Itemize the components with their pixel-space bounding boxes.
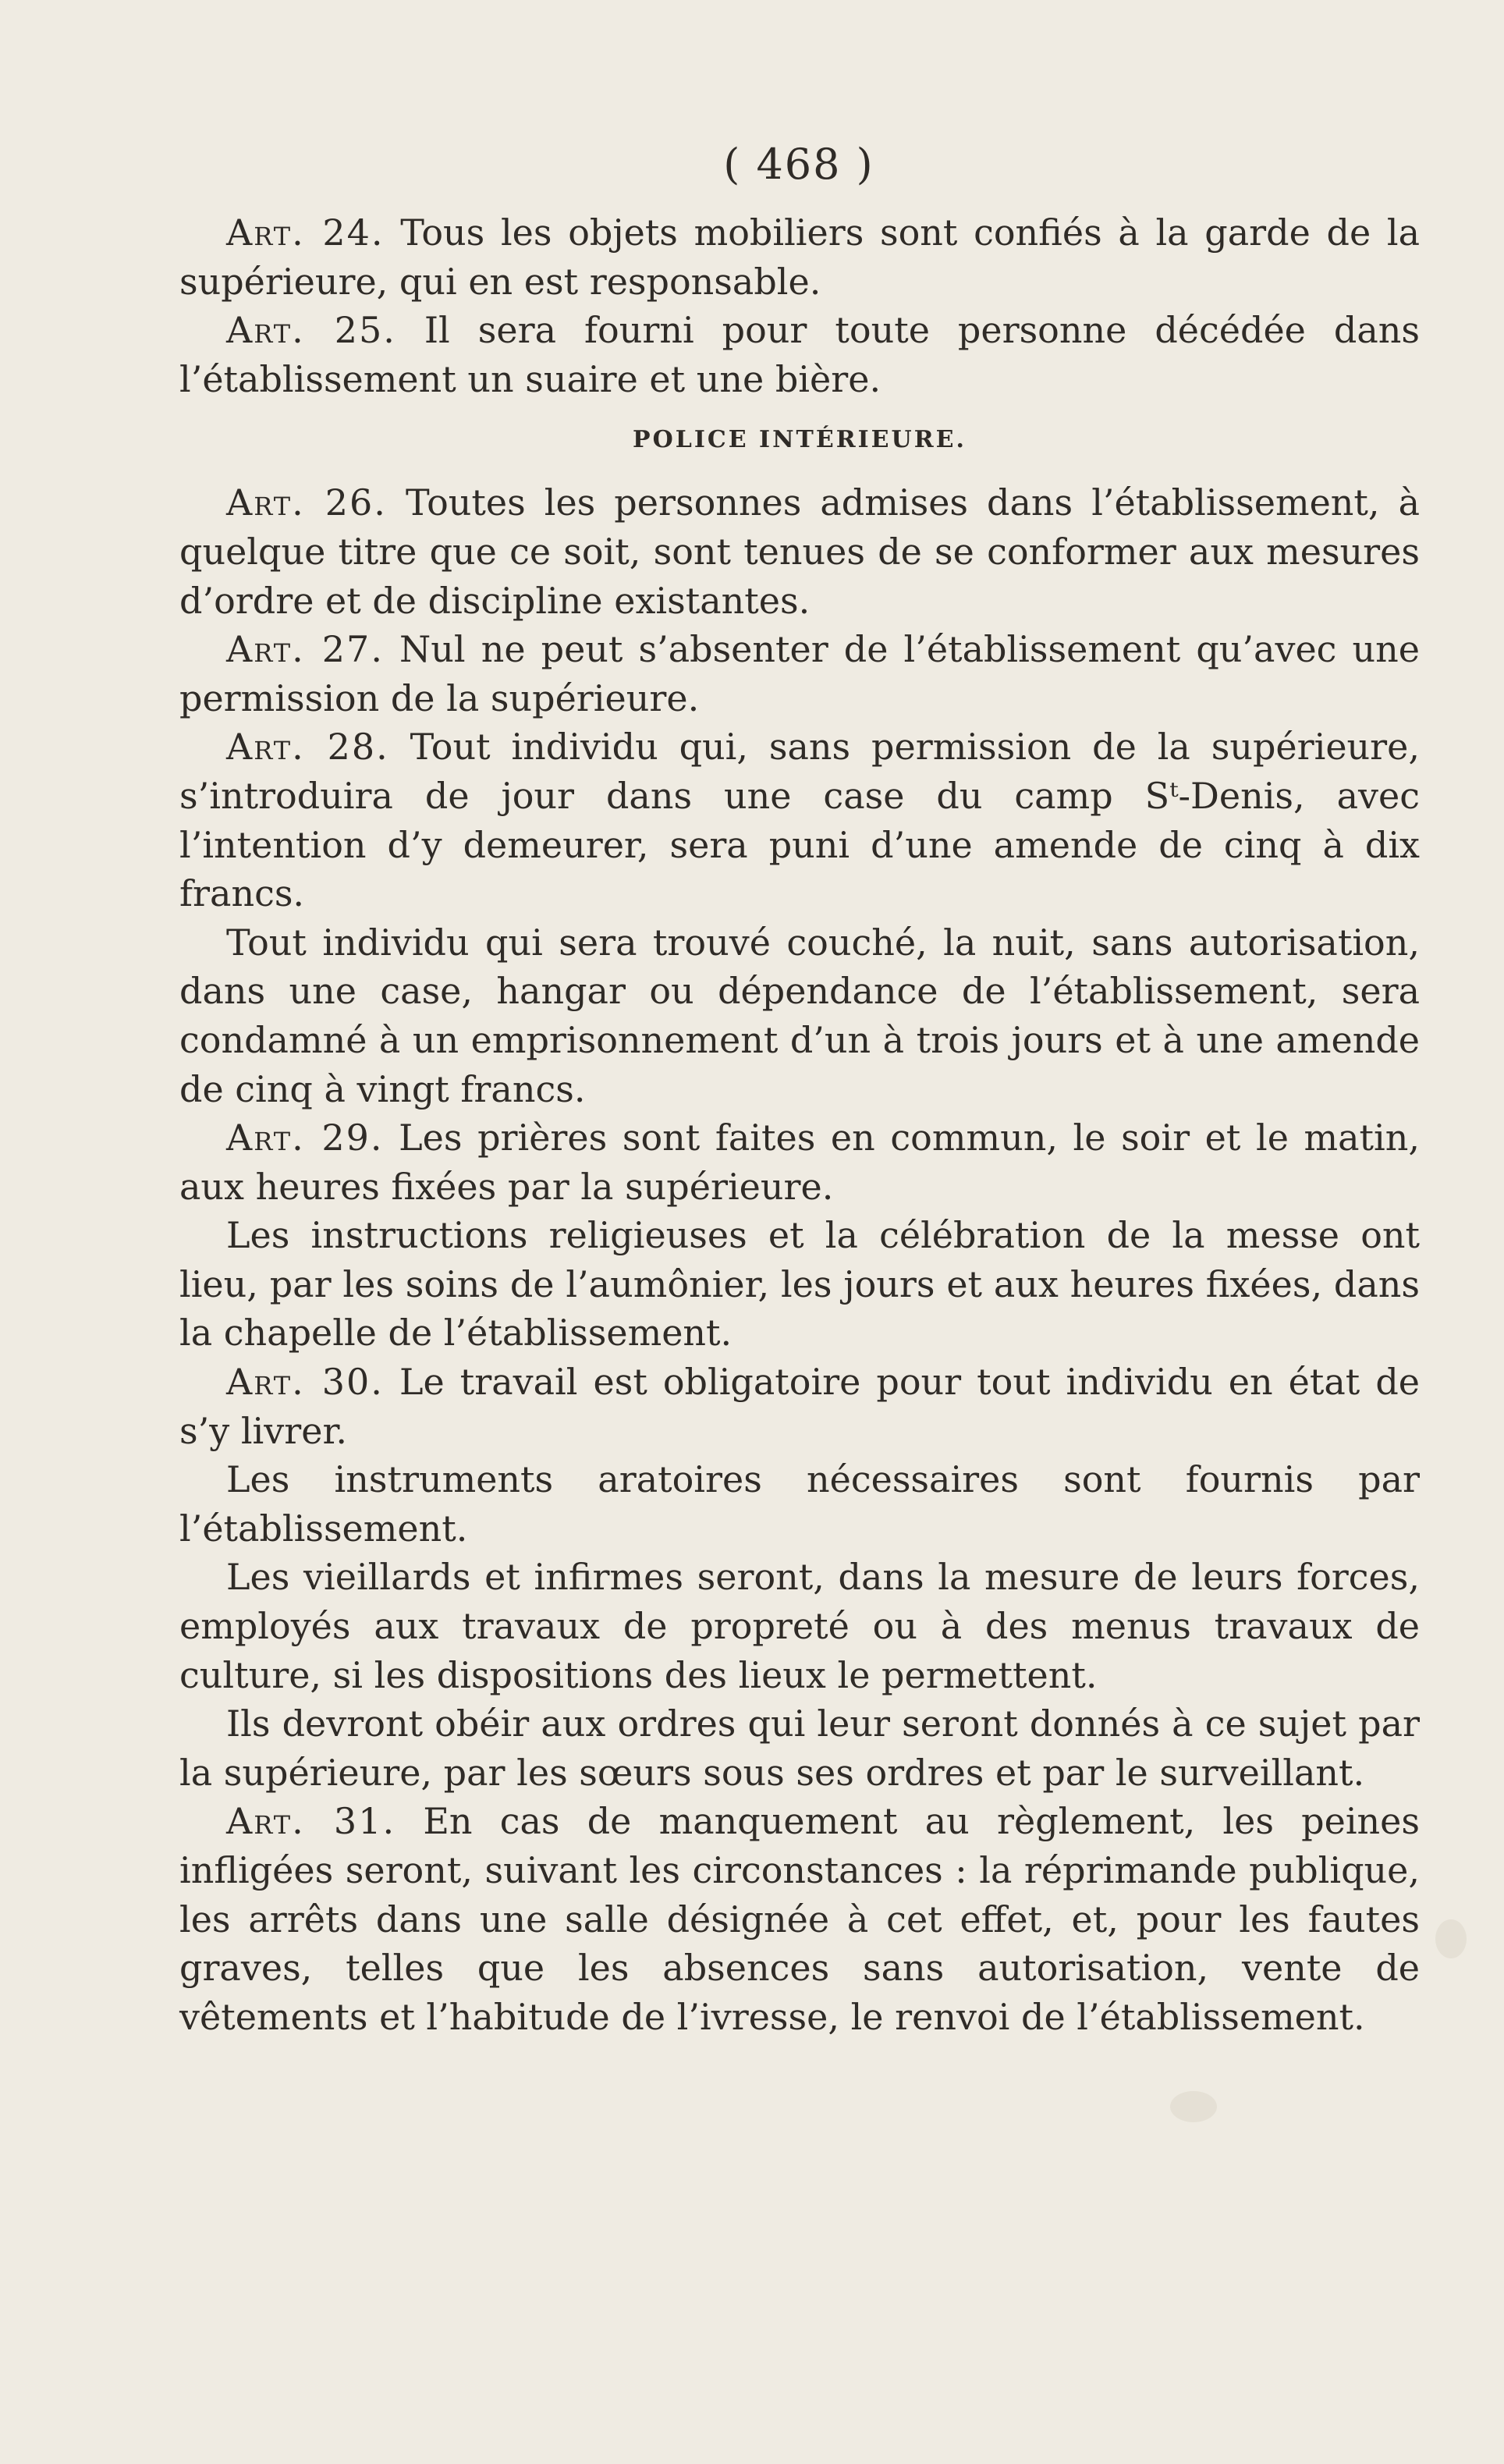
article-paragraph — [179, 1113, 1420, 1211]
paragraph-text: Tout individu qui, sans permission de la supérieure, s’introduira de jour dans une case du camp Sᵗ-Denis, avec l’intention d’y demeurer, sera puni d’une amende de cinq à dix francs. — [179, 726, 1421, 915]
article-label: Art. 29. — [226, 1117, 384, 1159]
article-paragraph — [179, 306, 1420, 403]
article-paragraph — [179, 1797, 1420, 2041]
page-body — [179, 208, 1420, 2041]
article-label: Art. 25. — [226, 309, 396, 352]
article-label: Art. 30. — [226, 1361, 384, 1404]
paragraph-text: Les prières sont faites en commun, le soir et le matin, aux heures fixées par la supérieure. — [179, 1117, 1421, 1208]
paragraph-text: Les instructions religieuses et la célébration de la messe ont lieu, par les soins de l’aumônier, les jours et aux heures fixées, dans la chapelle de l’établissement. — [179, 1214, 1420, 1354]
continuation-paragraph — [179, 1455, 1420, 1553]
continuation-paragraph — [179, 1211, 1420, 1358]
paragraph-text: Toutes les personnes admises dans l’établissement, à quelque titre que ce soit, sont tenues de se conformer aux mesures d’ordre et de discipline existantes. — [179, 481, 1420, 622]
article-paragraph — [179, 208, 1420, 306]
articles-main — [179, 478, 1420, 2041]
paragraph-text: Nul ne peut s’absenter de l’établissement qu’avec une permission de la supérieure. — [179, 628, 1420, 719]
article-label: Art. 31. — [226, 1800, 396, 1843]
article-paragraph — [179, 625, 1420, 723]
articles-top — [179, 208, 1420, 403]
article-label: Art. 26. — [226, 481, 387, 524]
paragraph-text: Ils devront obéir aux ordres qui leur seront donnés à ce sujet par la supérieure, par les sœurs sous ses ordres et par le surveillant. — [179, 1702, 1420, 1794]
article-label: Art. 24. — [226, 211, 385, 254]
continuation-paragraph — [179, 1699, 1420, 1797]
article-paragraph — [179, 478, 1420, 625]
paragraph-text: Il sera fourni pour toute personne décédée dans l’établissement un suaire et une bière. — [179, 309, 1420, 400]
article-label: Art. 27. — [226, 628, 384, 671]
paragraph-text: Le travail est obligatoire pour tout individu en état de s’y livrer. — [179, 1361, 1420, 1452]
page-number: ( 468 ) — [723, 140, 874, 189]
paper-stain — [1435, 1919, 1467, 1958]
paragraph-text: Tout individu qui sera trouvé couché, la nuit, sans autorisation, dans une case, hangar ou dépendance de l’établissement, sera condamné à un emprisonnement d’un à trois jours et à une amende de cinq à vingt francs. — [179, 921, 1420, 1110]
paper-stain — [1170, 2091, 1217, 2122]
paragraph-text: En cas de manquement au règlement, les peines infligées seront, suivant les circonstances : la réprimande publique, les arrêts dans une salle désignée à cet effet, et, pour les fautes graves, telles que les absences sans autorisation, vente de vêtements et l’habitude de l’ivresse, le renvoi de l’établissement. — [179, 1800, 1420, 2038]
paragraph-text: Les instruments aratoires nécessaires sont fournis par l’établissement. — [179, 1458, 1420, 1550]
paragraph-text: Tous les objets mobiliers sont confiés à la garde de la supérieure, qui en est responsable. — [179, 211, 1420, 303]
article-paragraph — [179, 723, 1420, 918]
section-heading: POLICE INTÉRIEURE. — [633, 426, 967, 454]
article-paragraph — [179, 1358, 1420, 1455]
continuation-paragraph — [179, 1553, 1420, 1699]
article-label: Art. 28. — [226, 726, 389, 769]
paragraph-text: Les vieillards et infirmes seront, dans la mesure de leurs forces, employés aux travaux de propreté ou à des menus travaux de culture, si les dispositions des lieux le permettent. — [179, 1556, 1420, 1696]
continuation-paragraph — [179, 918, 1420, 1113]
